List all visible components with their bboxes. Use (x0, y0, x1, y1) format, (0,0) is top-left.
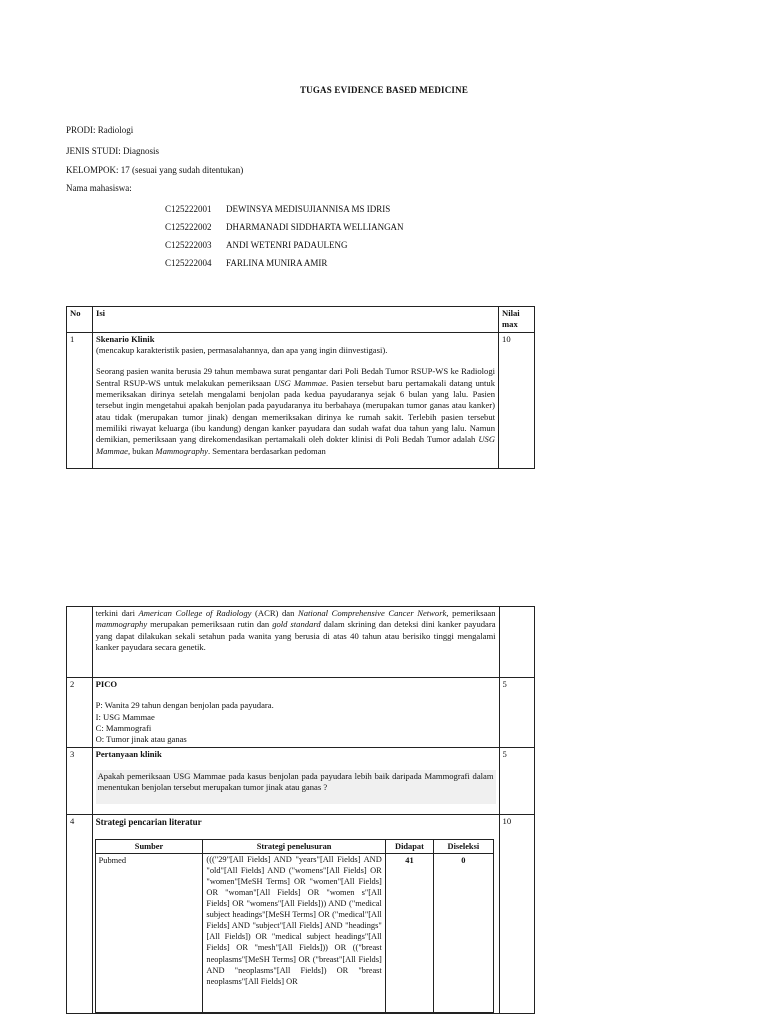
skenario-continuation-text: terkini dari American College of Radiology (ACR) dan National Comprehensive Cancer Network, pemeriksaan mammography merupakan pemeriksaan rutin dan gold standard dalam skrining dan deteksi dini kanker payudara yang dapat dilakukan sekali setahun pada wanita yang berusia di atas 40 tahun atau berisiko tinggi mengalami kanker payudara secara genetik. (95, 608, 496, 653)
inner-header-diseleksi: Diseleksi (434, 839, 493, 853)
document-title: TUGAS EVIDENCE BASED MEDICINE (299, 85, 469, 95)
header-nilai-max: Nilai max (499, 307, 535, 333)
strategi-cell (92, 814, 499, 1013)
prodi-line: PRODI: Radiologi (66, 125, 134, 135)
header-no: No (67, 307, 93, 333)
student-nim: C125222004 (165, 258, 212, 268)
nama-mahasiswa-label: Nama mahasiswa: (66, 183, 132, 193)
kelompok-line: KELOMPOK: 17 (sesuai yang sudah ditentukan) (66, 165, 244, 175)
pico-i: I: USG Mammae (95, 711, 155, 722)
pico-cell (92, 678, 499, 748)
row-nilai: 5 (499, 678, 534, 748)
row-nilai: 5 (499, 747, 534, 814)
inner-sumber: Pubmed (95, 853, 203, 1012)
pertanyaan-text: Apakah pemeriksaan USG Mammae pada kasus benjolan pada payudara lebih baik daripada Mammografi dalam menentukan benjolan tersebut merupakan tumor jinak atau ganas ? (96, 770, 496, 804)
skenario-paragraph: Seorang pasien wanita berusia 29 tahun membawa surat pengantar dari Poli Bedah Tumor RSUP-WS ke Radiologi Sentral RSUP-WS untuk melakukan pemeriksaan USG Mammae. Pasien tersebut baru pertamakali datang untuk memeriksakan dirinya setelah mengalami benjolan pada kedua payudaranya sejak 6 bulan yang lalu. Pasien tersebut ingin mengetahui apakah benjolan pada payudaranya itu berbahaya (merupakan tumor ganas atau kanker) atau tidak (merupakan tumor jinak) dengan memeriksakan dirinya ke rumah sakit. Terlebih pasien tersebut memiliki riwayat keluarga (ibu kandung) dengan kanker payudara dan sudah wafat dua tahun yang lalu. Namun demikian, pemeriksaan yang direkomendasikan pertamakali oleh dokter klinisi di Poli Bedah Tumor adalah USG Mammae, bukan Mammography. Sementara berdasarkan pedoman (95, 366, 496, 456)
pertanyaan-cell (92, 747, 499, 814)
inner-header-didapat: Didapat (385, 839, 433, 853)
row-nilai-empty (499, 607, 534, 678)
header-isi: Isi (92, 307, 498, 333)
row-nilai: 10 (499, 332, 535, 468)
strategi-heading: Strategi pencarian literatur (95, 816, 202, 827)
evaluation-table-page1 (66, 306, 535, 469)
pico-heading: PICO (95, 679, 118, 689)
skenario-sub: (mencakup karakteristik pasien, permasalahannya, dan apa yang ingin diinvestigasi). (95, 345, 388, 356)
inner-diseleksi: 0 (434, 853, 493, 1012)
strategi-inner-table (95, 839, 494, 1013)
inner-strategi (203, 853, 385, 1012)
row-nilai: 10 (499, 814, 534, 1013)
pico-o: O: Tumor jinak atau ganas (95, 734, 187, 745)
inner-header-sumber: Sumber (95, 839, 203, 853)
row-number: 2 (67, 678, 93, 748)
row-number-empty (67, 607, 93, 678)
row-number: 1 (67, 332, 93, 468)
pico-c: C: Mammografi (95, 723, 152, 734)
jenis-studi-line: JENIS STUDI: Diagnosis (66, 146, 160, 156)
inner-header-strategi: Strategi penelusuran (203, 839, 385, 853)
student-nim: C125222001 (165, 204, 212, 214)
student-name: DEWINSYA MEDISUJIANNISA MS IDRIS (226, 204, 391, 214)
inner-strategi-text: ((("29"[All Fields] AND "years"[All Fields] AND "old"[All Fields] AND ("womens"[All Fields] OR "women"[MeSH Terms] OR "women"[All Fields] OR "woman"[All Fields] OR "women s"[All Fields] OR "womens"[All Fields])) AND ("medical subject headings"[MeSH Terms] OR ("medical"[All Fields] AND "subject"[All Fields] AND "headings"[All Fields]) OR "medical subject headings"[All Fields] OR "mesh"[All Fields])) OR (("breast neoplasms"[MeSH Terms] OR ("breast"[All Fields] AND "neoplasms"[All Fields]) OR "breast neoplasms"[All Fields] OR (206, 854, 382, 986)
skenario-cell (92, 332, 498, 468)
student-name: DHARMANADI SIDDHARTA WELLIANGAN (226, 222, 404, 232)
row-number: 4 (67, 814, 93, 1013)
student-nim: C125222002 (165, 222, 212, 232)
evaluation-table-page2 (66, 606, 535, 1014)
pico-p: P: Wanita 29 tahun dengan benjolan pada payudara. (95, 700, 274, 711)
pertanyaan-heading: Pertanyaan klinik (95, 748, 162, 759)
student-nim: C125222003 (165, 240, 212, 250)
inner-didapat: 41 (385, 853, 433, 1012)
skenario-continuation (92, 607, 499, 678)
student-name: ANDI WETENRI PADAULENG (226, 240, 348, 250)
skenario-heading: Skenario Klinik (95, 333, 155, 344)
student-name: FARLINA MUNIRA AMIR (226, 258, 328, 268)
row-number: 3 (67, 747, 93, 814)
